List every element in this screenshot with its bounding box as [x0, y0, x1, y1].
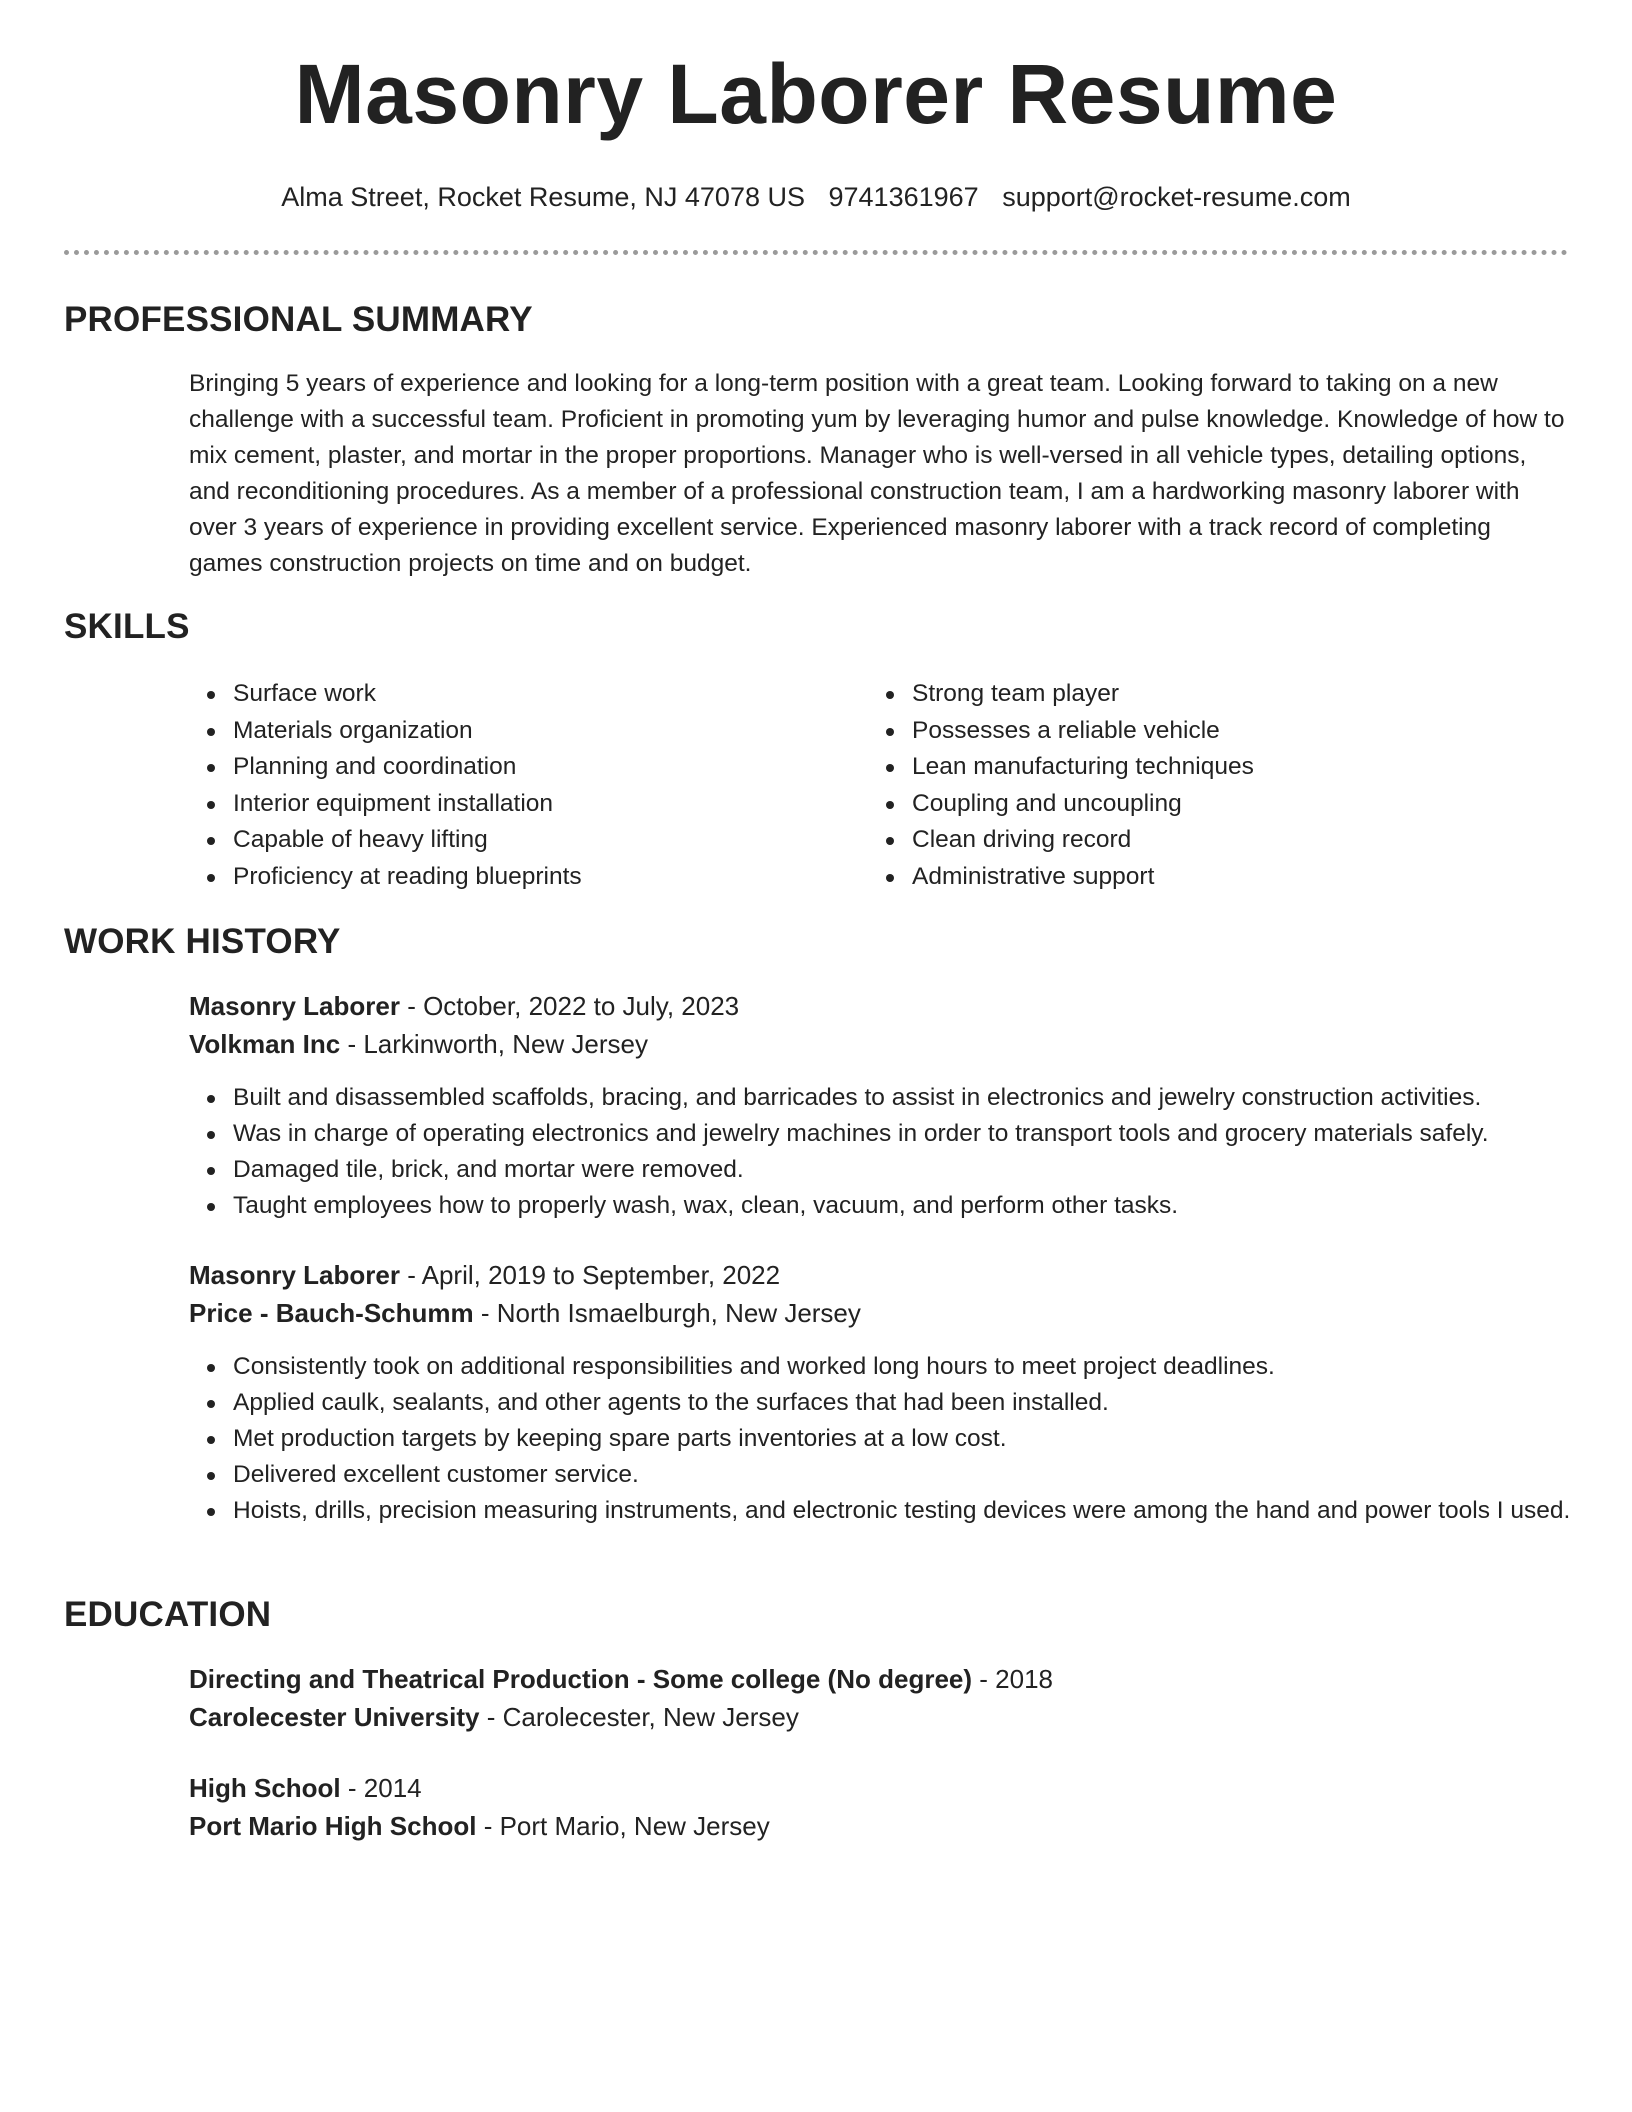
skill-item: Coupling and uncoupling: [912, 786, 1552, 823]
education-year: - 2018: [979, 1664, 1053, 1694]
skill-item: Clean driving record: [912, 822, 1552, 859]
contact-line: [0, 184, 1632, 211]
skill-item: Possesses a reliable vehicle: [912, 713, 1552, 750]
summary-text: Bringing 5 years of experience and looking for a long-term position with a great team. Looking forward to taking on a new challenge with a successful team. Proficient in promoting yum by leveraging humor and pulse knowledge. Knowledge of how to mix cement, plaster, and mortar in the proper proportions. Manager who is well-versed in all vehicle types, detailing options, and reconditioning procedures. As a member of a professional construction team, I am a hardworking masonry laborer with over 3 years of experience in providing excellent service. Experienced masonry laborer with a track record of completing games construction projects on time and on budget.: [189, 370, 1565, 577]
education-school: Carolecester University: [189, 1702, 480, 1732]
education-year: - 2014: [347, 1773, 422, 1803]
education-degree-line: [189, 1775, 422, 1801]
skill-item: Proficiency at reading blueprints: [233, 859, 873, 896]
job-bullet: Taught employees how to properly wash, wax, clean, vacuum, and perform other tasks.: [233, 1188, 1613, 1224]
job-location: - North Ismaelburgh, New Jersey: [480, 1298, 861, 1328]
job-company-line: [189, 1300, 861, 1326]
job-bullets: [189, 1080, 1613, 1224]
education-degree: Directing and Theatrical Production - Some college (No degree): [189, 1664, 973, 1694]
job-bullet: Applied caulk, sealants, and other agents to the surfaces that had been installed.: [233, 1385, 1613, 1421]
job-bullet: Was in charge of operating electronics and jewelry machines in order to transport tools and grocery materials safely.: [233, 1116, 1613, 1152]
skill-item: Administrative support: [912, 859, 1552, 896]
job-title-line: [189, 993, 739, 1019]
education-degree-line: [189, 1666, 1053, 1692]
contact-phone: 9741361967: [828, 182, 979, 212]
job-title: Masonry Laborer: [189, 1260, 400, 1290]
education-degree: High School: [189, 1773, 341, 1803]
education-school: Port Mario High School: [189, 1811, 477, 1841]
job-bullet: Met production targets by keeping spare parts inventories at a low cost.: [233, 1421, 1613, 1457]
skill-item: Capable of heavy lifting: [233, 822, 873, 859]
job-company: Volkman Inc: [189, 1029, 341, 1059]
education-school-line: [189, 1704, 799, 1730]
skill-item: Materials organization: [233, 713, 873, 750]
job-bullet: Damaged tile, brick, and mortar were removed.: [233, 1152, 1613, 1188]
skill-item: Interior equipment installation: [233, 786, 873, 823]
job-bullet: Hoists, drills, precision measuring instruments, and electronic testing devices were among the hand and power tools I used.: [233, 1493, 1613, 1529]
summary-heading: PROFESSIONAL SUMMARY: [64, 300, 533, 339]
job-location: - Larkinworth, New Jersey: [347, 1029, 649, 1059]
job-bullet: Built and disassembled scaffolds, bracing, and barricades to assist in electronics and jewelry construction activities.: [233, 1080, 1613, 1116]
skill-item: Surface work: [233, 676, 873, 713]
education-heading: EDUCATION: [64, 1595, 272, 1634]
skills-heading: SKILLS: [64, 607, 190, 646]
skills-list-left: [189, 676, 873, 895]
job-company-line: [189, 1031, 648, 1057]
contact-email: support@rocket-resume.com: [1002, 182, 1351, 212]
skill-item: Lean manufacturing techniques: [912, 749, 1552, 786]
header-divider: [64, 250, 1568, 255]
skill-item: Planning and coordination: [233, 749, 873, 786]
skills-list-right: [868, 676, 1552, 895]
job-company: Price - Bauch-Schumm: [189, 1298, 474, 1328]
education-location: - Port Mario, New Jersey: [483, 1811, 770, 1841]
job-bullet: Consistently took on additional responsibilities and worked long hours to meet project deadlines.: [233, 1349, 1613, 1385]
job-bullet: Delivered excellent customer service.: [233, 1457, 1613, 1493]
skill-item: Strong team player: [912, 676, 1552, 713]
job-title-line: [189, 1262, 780, 1288]
job-dates: - October, 2022 to July, 2023: [407, 991, 740, 1021]
job-dates: - April, 2019 to September, 2022: [407, 1260, 781, 1290]
job-title: Masonry Laborer: [189, 991, 400, 1021]
contact-address: Alma Street, Rocket Resume, NJ 47078 US: [281, 182, 805, 212]
education-location: - Carolecester, New Jersey: [486, 1702, 799, 1732]
resume-title: Masonry Laborer Resume: [294, 47, 1338, 141]
education-school-line: [189, 1813, 770, 1839]
work-history-heading: WORK HISTORY: [64, 922, 341, 961]
job-bullets: [189, 1349, 1613, 1529]
